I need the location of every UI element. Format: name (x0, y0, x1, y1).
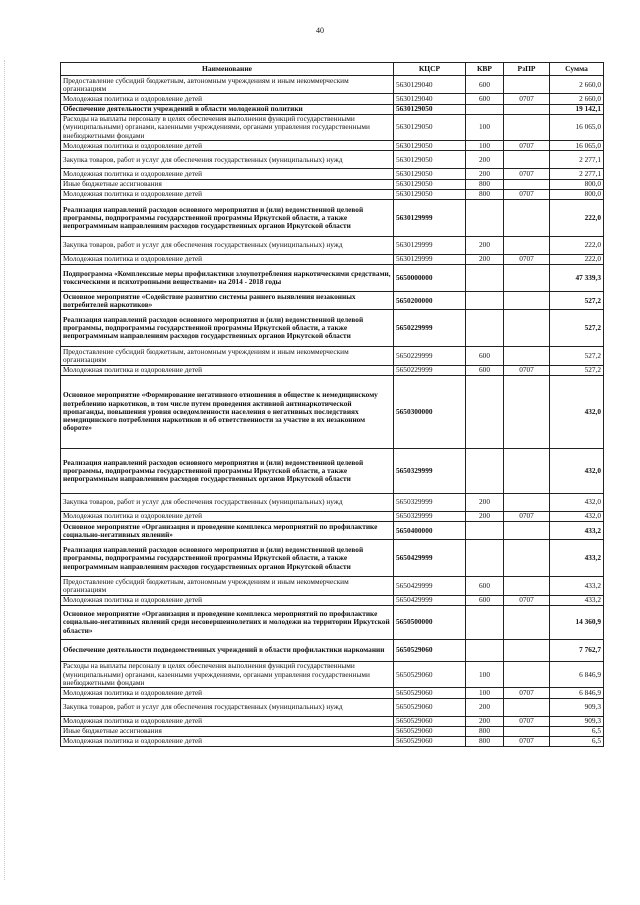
row-kcsr-cell: 5650529060 (394, 736, 466, 746)
row-kvr-cell: 100 (466, 688, 504, 698)
row-name-cell: Предоставление субсидий бюджетным, автономным учреждениям и иным некоммерческим организациям (61, 347, 394, 365)
row-kvr-cell: 200 (466, 151, 504, 169)
row-rzpr-cell: 0707 (504, 189, 550, 199)
row-kcsr-cell: 5650529060 (394, 726, 466, 736)
row-kvr-cell (466, 292, 504, 310)
table-row (61, 254, 604, 264)
table-row (61, 375, 604, 448)
row-rzpr-cell (504, 540, 550, 577)
row-rzpr-cell (504, 698, 550, 716)
row-sum-cell: 433,2 (550, 577, 604, 595)
row-kvr-cell: 200 (466, 511, 504, 521)
row-rzpr-cell (504, 114, 550, 141)
table-body (61, 76, 604, 747)
row-sum-cell: 2 277,1 (550, 169, 604, 179)
row-kvr-cell: 600 (466, 577, 504, 595)
row-name-cell: Иные бюджетные ассигнования (61, 179, 394, 189)
row-kcsr-cell: 5630129050 (394, 114, 466, 141)
row-sum-cell: 2 660,0 (550, 76, 604, 94)
row-kcsr-cell: 5650529060 (394, 639, 466, 661)
row-name-cell: Расходы на выплаты персоналу в целях обеспечения выполнения функций государственными (муниципальными) органами, казенными учреждениями, органами управления государственными внебюджетными фондами (61, 114, 394, 141)
row-name-cell: Реализация направлений расходов основного мероприятия и (или) ведомственной целевой программы, подпрограммы государственной программы Иркутской области, а также непрограммным направлениям расходов государственных органов Иркутской области (61, 199, 394, 236)
row-name-cell: Молодежная политика и оздоровление детей (61, 595, 394, 605)
row-name-cell: Расходы на выплаты персоналу в целях обеспечения выполнения функций государственными (муниципальными) органами, казенными учреждениями, органами управления государственными внебюджетными фондами (61, 661, 394, 688)
row-name-cell: Иные бюджетные ассигнования (61, 726, 394, 736)
row-sum-cell: 527,2 (550, 365, 604, 375)
row-name-cell: Молодежная политика и оздоровление детей (61, 94, 394, 104)
table-row (61, 292, 604, 310)
row-rzpr-cell (504, 522, 550, 540)
row-kcsr-cell: 5650529060 (394, 661, 466, 688)
row-kcsr-cell: 5650229999 (394, 365, 466, 375)
row-rzpr-cell: 0707 (504, 365, 550, 375)
column-header-name: Наименование (61, 63, 394, 76)
row-kcsr-cell: 5630129040 (394, 76, 466, 94)
table-row (61, 365, 604, 375)
row-kcsr-cell: 5630129050 (394, 151, 466, 169)
row-sum-cell: 6 846,9 (550, 688, 604, 698)
row-kcsr-cell: 5650400000 (394, 522, 466, 540)
row-kcsr-cell: 5650000000 (394, 265, 466, 292)
row-sum-cell: 432,0 (550, 448, 604, 493)
row-kvr-cell (466, 522, 504, 540)
row-name-cell: Основное мероприятие «Содействие развитию системы раннего выявления незаконных потребителей наркотиков» (61, 292, 394, 310)
row-rzpr-cell (504, 448, 550, 493)
table-row (61, 726, 604, 736)
row-name-cell: Обеспечение деятельности учреждений в области молодежной политики (61, 104, 394, 114)
row-rzpr-cell: 0707 (504, 169, 550, 179)
row-rzpr-cell (504, 639, 550, 661)
row-kvr-cell: 100 (466, 141, 504, 151)
row-name-cell: Реализация направлений расходов основного мероприятия и (или) ведомственной целевой программы, подпрограммы государственной программы Иркутской области, а также непрограммным направлениям расходов государственных органов Иркутской области (61, 540, 394, 577)
table-row (61, 114, 604, 141)
row-name-cell: Реализация направлений расходов основного мероприятия и (или) ведомственной целевой программы, подпрограммы государственной программы Иркутской области, а также непрограммным направлениям расходов государственных органов Иркутской области (61, 310, 394, 347)
row-rzpr-cell (504, 265, 550, 292)
table-row (61, 736, 604, 746)
row-name-cell: Закупка товаров, работ и услуг для обеспечения государственных (муниципальных) нужд (61, 698, 394, 716)
table-row (61, 493, 604, 511)
row-sum-cell: 909,3 (550, 698, 604, 716)
row-kcsr-cell: 5630129040 (394, 94, 466, 104)
row-rzpr-cell (504, 661, 550, 688)
row-kvr-cell: 100 (466, 114, 504, 141)
row-rzpr-cell: 0707 (504, 141, 550, 151)
row-name-cell: Закупка товаров, работ и услуг для обеспечения государственных (муниципальных) нужд (61, 493, 394, 511)
row-kvr-cell (466, 540, 504, 577)
row-kvr-cell (466, 375, 504, 448)
row-rzpr-cell: 0707 (504, 511, 550, 521)
row-rzpr-cell: 0707 (504, 595, 550, 605)
row-rzpr-cell (504, 493, 550, 511)
row-sum-cell: 47 339,3 (550, 265, 604, 292)
row-kcsr-cell: 5630129999 (394, 254, 466, 264)
row-kcsr-cell: 5650229999 (394, 310, 466, 347)
row-sum-cell: 7 762,7 (550, 639, 604, 661)
row-kvr-cell: 600 (466, 365, 504, 375)
table-row (61, 661, 604, 688)
row-rzpr-cell: 0707 (504, 688, 550, 698)
row-kvr-cell: 800 (466, 179, 504, 189)
row-rzpr-cell (504, 104, 550, 114)
table-row (61, 104, 604, 114)
row-name-cell: Основное мероприятие «Формирование негативного отношения в обществе к немедицинскому потреблению наркотиков, в том числе путем проведения активной антинаркотической пропаганды, повышения уровня осведомленности населения о негативных последствиях немедицинского потребления наркотиков и об ответственности за участие в их незаконном обороте» (61, 375, 394, 448)
table-row (61, 448, 604, 493)
row-kcsr-cell: 5650529060 (394, 688, 466, 698)
row-kcsr-cell: 5630129050 (394, 189, 466, 199)
row-name-cell: Обеспечение деятельности подведомственных учреждений в области профилактики наркомании (61, 639, 394, 661)
row-rzpr-cell (504, 375, 550, 448)
row-kvr-cell: 200 (466, 716, 504, 726)
row-name-cell: Закупка товаров, работ и услуг для обеспечения государственных (муниципальных) нужд (61, 236, 394, 254)
column-header-rzpr: РзПР (504, 63, 550, 76)
table-header-row (61, 63, 604, 76)
row-kvr-cell: 200 (466, 169, 504, 179)
row-sum-cell: 800,0 (550, 179, 604, 189)
row-name-cell: Молодежная политика и оздоровление детей (61, 254, 394, 264)
row-sum-cell: 222,0 (550, 236, 604, 254)
row-name-cell: Молодежная политика и оздоровление детей (61, 716, 394, 726)
row-rzpr-cell: 0707 (504, 254, 550, 264)
row-rzpr-cell (504, 151, 550, 169)
table-row (61, 199, 604, 236)
row-kvr-cell: 200 (466, 254, 504, 264)
row-name-cell: Молодежная политика и оздоровление детей (61, 189, 394, 199)
row-kcsr-cell: 5630129050 (394, 179, 466, 189)
row-sum-cell: 2 660,0 (550, 94, 604, 104)
row-name-cell: Молодежная политика и оздоровление детей (61, 688, 394, 698)
row-sum-cell: 16 065,0 (550, 114, 604, 141)
row-kvr-cell (466, 265, 504, 292)
row-kvr-cell: 800 (466, 189, 504, 199)
table-row (61, 639, 604, 661)
row-kvr-cell (466, 605, 504, 639)
row-kcsr-cell: 5650529060 (394, 698, 466, 716)
row-kvr-cell: 600 (466, 347, 504, 365)
row-kvr-cell: 200 (466, 493, 504, 511)
table-row (61, 347, 604, 365)
row-sum-cell: 432,0 (550, 511, 604, 521)
row-sum-cell: 433,2 (550, 540, 604, 577)
row-sum-cell: 527,2 (550, 347, 604, 365)
table-row (61, 698, 604, 716)
row-sum-cell: 800,0 (550, 189, 604, 199)
table-row (61, 265, 604, 292)
row-kvr-cell: 800 (466, 726, 504, 736)
table-row (61, 151, 604, 169)
table-row (61, 577, 604, 595)
row-name-cell: Молодежная политика и оздоровление детей (61, 511, 394, 521)
row-rzpr-cell (504, 179, 550, 189)
budget-table (60, 62, 604, 747)
table-row (61, 189, 604, 199)
row-sum-cell: 222,0 (550, 254, 604, 264)
row-rzpr-cell (504, 726, 550, 736)
row-kvr-cell: 800 (466, 736, 504, 746)
row-kvr-cell: 600 (466, 595, 504, 605)
row-name-cell: Предоставление субсидий бюджетным, автономным учреждениям и иным некоммерческим организациям (61, 76, 394, 94)
row-name-cell: Основное мероприятие «Организация и проведение комплекса мероприятий по профилактике социально-негативных явлений» (61, 522, 394, 540)
row-kcsr-cell: 5650300000 (394, 375, 466, 448)
table-row (61, 236, 604, 254)
row-kvr-cell: 200 (466, 698, 504, 716)
row-rzpr-cell: 0707 (504, 736, 550, 746)
row-rzpr-cell (504, 76, 550, 94)
row-name-cell: Реализация направлений расходов основного мероприятия и (или) ведомственной целевой программы, подпрограммы государственной программы Иркутской области, а также непрограммным направлениям расходов государственных органов Иркутской области (61, 448, 394, 493)
row-sum-cell: 14 360,9 (550, 605, 604, 639)
row-name-cell: Предоставление субсидий бюджетным, автономным учреждениям и иным некоммерческим организациям (61, 577, 394, 595)
row-kvr-cell (466, 639, 504, 661)
row-name-cell: Молодежная политика и оздоровление детей (61, 365, 394, 375)
row-kcsr-cell: 5630129999 (394, 236, 466, 254)
row-kcsr-cell: 5650229999 (394, 347, 466, 365)
row-kcsr-cell: 5650329999 (394, 511, 466, 521)
row-kcsr-cell: 5630129050 (394, 141, 466, 151)
row-name-cell: Основное мероприятие «Организация и проведение комплекса мероприятий по профилактике социально-негативных явлений среди несовершеннолетних и молодежи на территории Иркутской области» (61, 605, 394, 639)
row-rzpr-cell (504, 199, 550, 236)
row-kcsr-cell: 5650200000 (394, 292, 466, 310)
row-kcsr-cell: 5650429999 (394, 595, 466, 605)
table-row (61, 94, 604, 104)
row-rzpr-cell: 0707 (504, 94, 550, 104)
scan-edge-marks (4, 60, 7, 880)
table-row (61, 688, 604, 698)
table-row (61, 540, 604, 577)
row-kvr-cell (466, 448, 504, 493)
row-sum-cell: 432,0 (550, 493, 604, 511)
row-kvr-cell (466, 199, 504, 236)
row-kvr-cell (466, 104, 504, 114)
row-kcsr-cell: 5650429999 (394, 577, 466, 595)
row-rzpr-cell: 0707 (504, 716, 550, 726)
row-rzpr-cell (504, 236, 550, 254)
row-sum-cell: 6,5 (550, 726, 604, 736)
column-header-kcsr: КЦСР (394, 63, 466, 76)
row-sum-cell: 16 065,0 (550, 141, 604, 151)
row-kvr-cell: 200 (466, 236, 504, 254)
row-kcsr-cell: 5650329999 (394, 493, 466, 511)
row-rzpr-cell (504, 292, 550, 310)
table-row (61, 169, 604, 179)
table-row (61, 310, 604, 347)
table-row (61, 716, 604, 726)
row-kvr-cell: 100 (466, 661, 504, 688)
row-kcsr-cell: 5650500000 (394, 605, 466, 639)
row-kcsr-cell: 5630129050 (394, 169, 466, 179)
row-rzpr-cell (504, 310, 550, 347)
row-sum-cell: 433,2 (550, 595, 604, 605)
table-row (61, 76, 604, 94)
row-sum-cell: 433,2 (550, 522, 604, 540)
row-kvr-cell (466, 310, 504, 347)
row-sum-cell: 2 277,1 (550, 151, 604, 169)
row-sum-cell: 909,3 (550, 716, 604, 726)
row-kcsr-cell: 5650329999 (394, 448, 466, 493)
page-number: 40 (316, 26, 324, 35)
row-kvr-cell: 600 (466, 94, 504, 104)
row-sum-cell: 527,2 (550, 310, 604, 347)
row-kcsr-cell: 5630129050 (394, 104, 466, 114)
table-row (61, 141, 604, 151)
row-kvr-cell: 600 (466, 76, 504, 94)
table-row (61, 605, 604, 639)
row-kcsr-cell: 5650429999 (394, 540, 466, 577)
row-name-cell: Закупка товаров, работ и услуг для обеспечения государственных (муниципальных) нужд (61, 151, 394, 169)
row-sum-cell: 19 142,1 (550, 104, 604, 114)
row-sum-cell: 6 846,9 (550, 661, 604, 688)
row-name-cell: Подпрограмма «Комплексные меры профилактики злоупотребления наркотическими средствами, токсическими и психотропными веществами» на 2014 - 2018 годы (61, 265, 394, 292)
row-rzpr-cell (504, 577, 550, 595)
row-sum-cell: 222,0 (550, 199, 604, 236)
row-rzpr-cell (504, 347, 550, 365)
row-rzpr-cell (504, 605, 550, 639)
row-sum-cell: 432,0 (550, 375, 604, 448)
row-sum-cell: 527,2 (550, 292, 604, 310)
table-row (61, 511, 604, 521)
table-row (61, 522, 604, 540)
row-name-cell: Молодежная политика и оздоровление детей (61, 141, 394, 151)
column-header-sum: Сумма (550, 63, 604, 76)
row-kcsr-cell: 5630129999 (394, 199, 466, 236)
column-header-kvr: КВР (466, 63, 504, 76)
row-sum-cell: 6,5 (550, 736, 604, 746)
row-name-cell: Молодежная политика и оздоровление детей (61, 169, 394, 179)
table-row (61, 179, 604, 189)
row-name-cell: Молодежная политика и оздоровление детей (61, 736, 394, 746)
table-row (61, 595, 604, 605)
row-kcsr-cell: 5650529060 (394, 716, 466, 726)
